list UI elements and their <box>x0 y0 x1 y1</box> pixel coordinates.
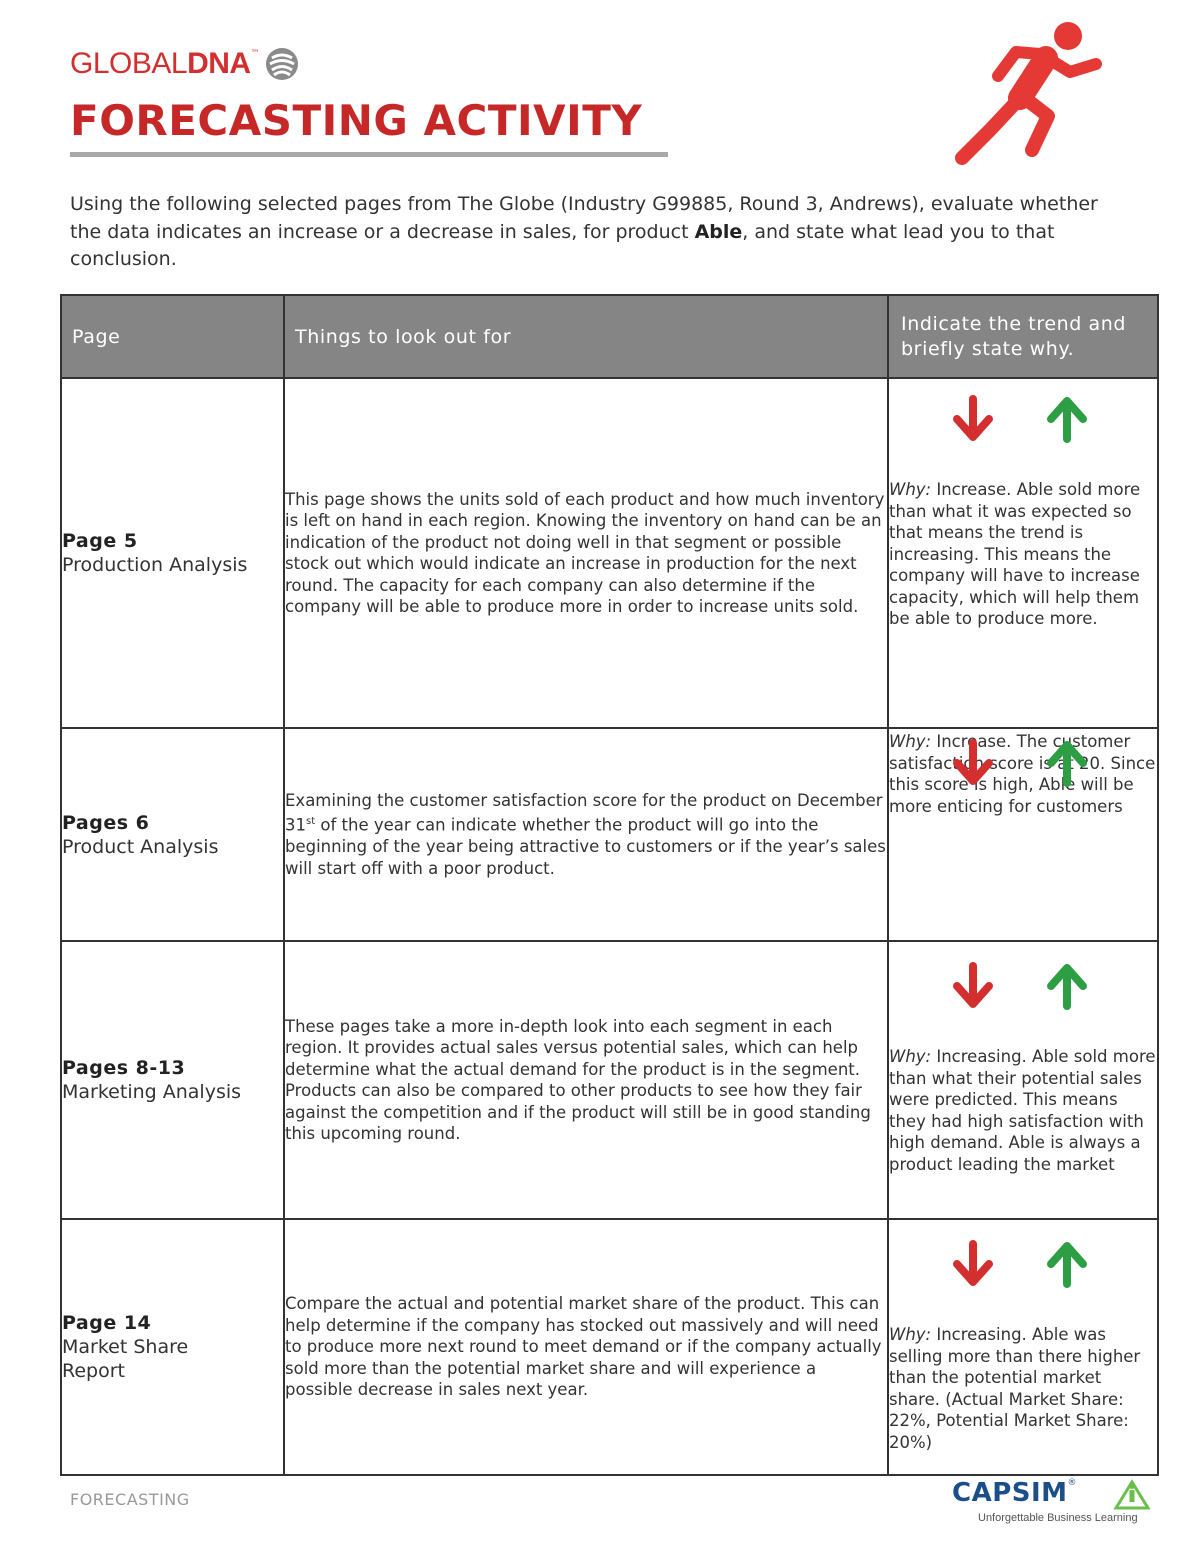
capsim-tagline: Unforgettable Business Learning <box>978 1512 1138 1524</box>
page-name: Marketing Analysis <box>62 1081 242 1103</box>
page-cell <box>61 941 284 1219</box>
down-arrow-icon[interactable] <box>951 1240 995 1288</box>
trend-cell <box>888 728 1158 941</box>
description-text: Examining the customer satisfaction score for the product on December 31 <box>285 790 883 835</box>
intro-paragraph <box>70 191 1130 274</box>
page-name: Production Analysis <box>62 554 248 576</box>
description-text-end: of the year can indicate whether the product will go into the beginning of the year being attractive to customers or if the year’s sales will start off with a poor product. <box>285 815 886 878</box>
page-number: Page 14 <box>62 1312 152 1334</box>
page-cell <box>61 1219 284 1475</box>
description-cell: Compare the actual and potential market share of the product. This can help determine if the company has stocked out massively and will need to produce more next round to meet demand or if the company actually sold more than the potential market share and will experience a possible decrease in sales next year. <box>284 1219 888 1475</box>
page-cell <box>61 728 284 941</box>
trend-cell <box>888 1219 1158 1475</box>
trend-reason <box>889 1324 1157 1453</box>
intro-text-start: Using the following selected pages from The Globe (Industry G99885, Round 3, Andrews), evaluate whether the data indicates an increase or a decrease in sales, for product <box>70 193 1098 243</box>
why-text: Increasing. Able was selling more than there higher than the potential market share. (Actual Market Share: 22%, Potential Market Share: 20%) <box>889 1325 1141 1452</box>
trend-reason <box>889 731 1157 817</box>
down-arrow-icon[interactable] <box>951 962 995 1010</box>
globaldna-logo <box>70 44 300 84</box>
forecasting-table <box>60 294 1159 1476</box>
table-row <box>61 941 1158 1219</box>
table-header-row <box>61 295 1158 378</box>
logo-trademark: ™ <box>250 49 260 59</box>
page-name: Product Analysis <box>62 835 219 858</box>
trend-reason <box>889 479 1157 630</box>
description-cell: These pages take a more in-depth look into each segment in each region. It provides actual sales versus potential sales, which can help determine what the actual demand for the product is in the segment. Products can also be compared to other products to see how they fair against the competition and if the product will still be in good standing this upcoming round. <box>284 941 888 1219</box>
why-label: Why: <box>889 480 932 499</box>
capsim-logo <box>952 1478 1138 1524</box>
description-cell <box>284 728 888 941</box>
capsim-registered: ® <box>1067 1478 1077 1488</box>
capsim-wordmark: CAPSIM <box>952 1478 1068 1508</box>
page-number: Pages 8-13 <box>62 1057 186 1079</box>
capsim-mark-icon <box>1112 1478 1152 1514</box>
why-label: Why: <box>889 732 932 751</box>
intro-text-end: , and state what lead you to that conclusion. <box>70 220 1055 270</box>
page-cell <box>61 378 284 728</box>
page-name: Market Share Report <box>62 1336 189 1382</box>
footer-label: FORECASTING <box>70 1490 190 1509</box>
down-arrow-icon[interactable] <box>951 739 995 787</box>
ordinal-suffix: st <box>306 816 316 828</box>
table-row <box>61 728 1158 941</box>
up-arrow-icon[interactable] <box>1045 395 1089 443</box>
dna-globe-icon <box>264 46 300 82</box>
logo-text-global: GLOBAL <box>70 47 188 80</box>
up-arrow-icon[interactable] <box>1045 962 1089 1010</box>
page-number: Page 5 <box>62 530 138 552</box>
running-man-icon <box>950 18 1110 170</box>
why-label: Why: <box>889 1047 932 1066</box>
why-text: Increase. The customer satisfaction score is at 20. Since this score is high, Able will be more enticing for customers <box>889 732 1156 816</box>
page-number: Pages 6 <box>62 811 150 834</box>
why-text: Increase. Able sold more than what it was expected so that means the trend is increasing. This means the company will have to increase capacity, which will help them be able to produce more. <box>889 480 1141 628</box>
table-row <box>61 378 1158 728</box>
title-underline <box>70 152 668 157</box>
trend-reason <box>889 1046 1157 1175</box>
trend-cell <box>888 378 1158 728</box>
header-page: Page <box>61 295 284 378</box>
description-cell: This page shows the units sold of each product and how much inventory is left on hand in each region. Knowing the inventory on hand can be an indication of the product not doing well in that segment or possible stock out which would indicate an increase in production for the next round. The capacity for each company can also determine if the company will be able to produce more in order to increase units sold. <box>284 378 888 728</box>
down-arrow-icon[interactable] <box>951 395 995 443</box>
logo-text-dna: DNA <box>187 47 251 80</box>
header-things-to-look-for: Things to look out for <box>284 295 888 378</box>
up-arrow-icon[interactable] <box>1045 1240 1089 1288</box>
table-row <box>61 1219 1158 1475</box>
up-arrow-icon[interactable] <box>1045 739 1089 787</box>
why-label: Why: <box>889 1325 932 1344</box>
trend-cell <box>888 941 1158 1219</box>
intro-product-name: Able <box>694 220 743 243</box>
header-trend: Indicate the trend and briefly state why. <box>888 295 1158 378</box>
why-text: Increasing. Able sold more than what their potential sales were predicted. This means they had high satisfaction with high demand. Able is always a product leading the market <box>889 1047 1156 1174</box>
page-title: FORECASTING ACTIVITY <box>70 96 643 145</box>
